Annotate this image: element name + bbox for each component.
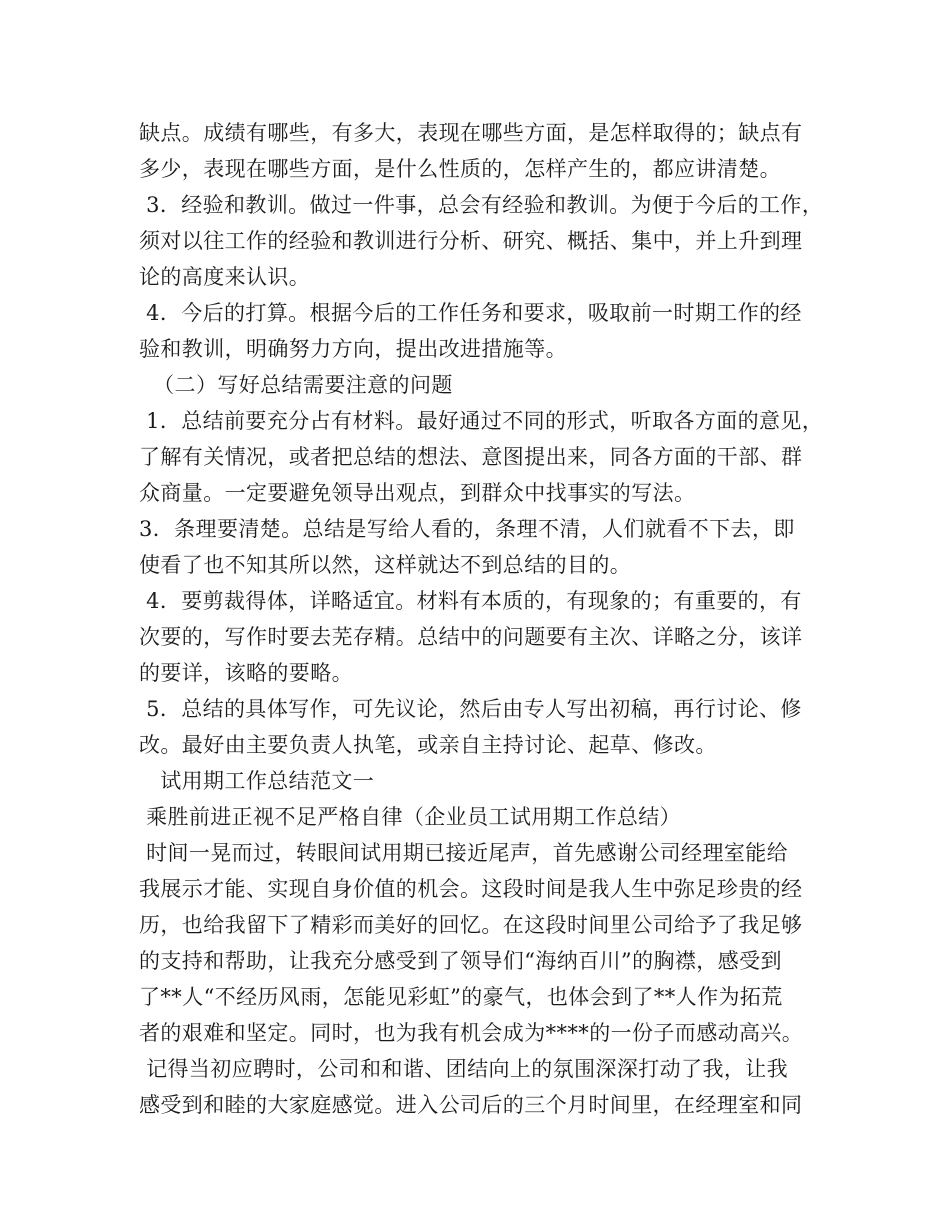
text-line: 者的艰难和坚定。同时，也为我有机会成为****的一份子而感动高兴。 — [139, 1021, 804, 1045]
text-line: 4．今后的打算。根据今后的工作任务和要求，吸取前一时期工作的经 — [139, 301, 802, 325]
section-heading: （二）写好总结需要注意的问题 — [139, 373, 453, 397]
text-line: 时间一晃而过，转眼间试用期已接近尾声，首先感谢公司经理室能给 — [139, 841, 789, 865]
article-title: 乘胜前进正视不足严格自律（企业员工试用期工作总结） — [139, 805, 682, 829]
text-line: 3．经验和教训。做过一件事，总会有经验和教训。为便于今后的工作， — [139, 193, 824, 217]
text-line: 我展示才能、实现自身价值的机会。这段时间是我人生中弥足珍贵的经 — [139, 877, 803, 901]
text-line: 须对以往工作的经验和教训进行分析、研究、概括、集中，并上升到理 — [139, 229, 803, 253]
text-line: 多少，表现在哪些方面，是什么性质的，怎样产生的，都应讲清楚。 — [139, 157, 781, 181]
text-line: 感受到和睦的大家庭感觉。进入公司后的三个月时间里，在经理室和同 — [139, 1093, 803, 1117]
text-line: 缺点。成绩有哪些，有多大，表现在哪些方面，是怎样取得的；缺点有 — [139, 121, 803, 145]
text-line: 3．条理要清楚。总结是写给人看的，条理不清，人们就看不下去，即 — [139, 517, 795, 541]
text-line: 次要的，写作时要去芜存精。总结中的问题要有主次、详略之分，该详 — [139, 625, 803, 649]
text-line: 1．总结前要充分占有材料。最好通过不同的形式，听取各方面的意见， — [139, 409, 824, 433]
text-line: 验和教训，明确努力方向，提出改进措施等。 — [139, 337, 567, 361]
text-line: 的支持和帮助，让我充分感受到了领导们“海纳百川”的胸襟，感受到 — [139, 949, 782, 973]
text-line: 记得当初应聘时，公司和和谐、团结向上的氛围深深打动了我，让我 — [139, 1057, 789, 1081]
text-line: 5．总结的具体写作，可先议论，然后由专人写出初稿，再行讨论、修 — [139, 697, 802, 721]
text-line: 的要详，该略的要略。 — [139, 661, 353, 685]
document-body — [139, 115, 824, 1123]
text-line: 论的高度来认识。 — [139, 265, 311, 289]
example-heading: 试用期工作总结范文一 — [139, 769, 375, 793]
text-line: 了**人“不经历风雨，怎能见彩虹”的豪气，也体会到了**人作为拓荒 — [139, 985, 783, 1009]
text-line: 4．要剪裁得体，详略适宜。材料有本质的，有现象的；有重要的，有 — [139, 589, 802, 613]
text-line: 历，也给我留下了精彩而美好的回忆。在这段时间里公司给予了我足够 — [139, 913, 803, 937]
text-line: 了解有关情况，或者把总结的想法、意图提出来，同各方面的干部、群 — [139, 445, 803, 469]
text-line: 使看了也不知其所以然，这样就达不到总结的目的。 — [139, 553, 632, 577]
text-line: 众商量。一定要避免领导出观点，到群众中找事实的写法。 — [139, 481, 696, 505]
text-line: 改。最好由主要负责人执笔，或亲自主持讨论、起草、修改。 — [139, 733, 717, 757]
